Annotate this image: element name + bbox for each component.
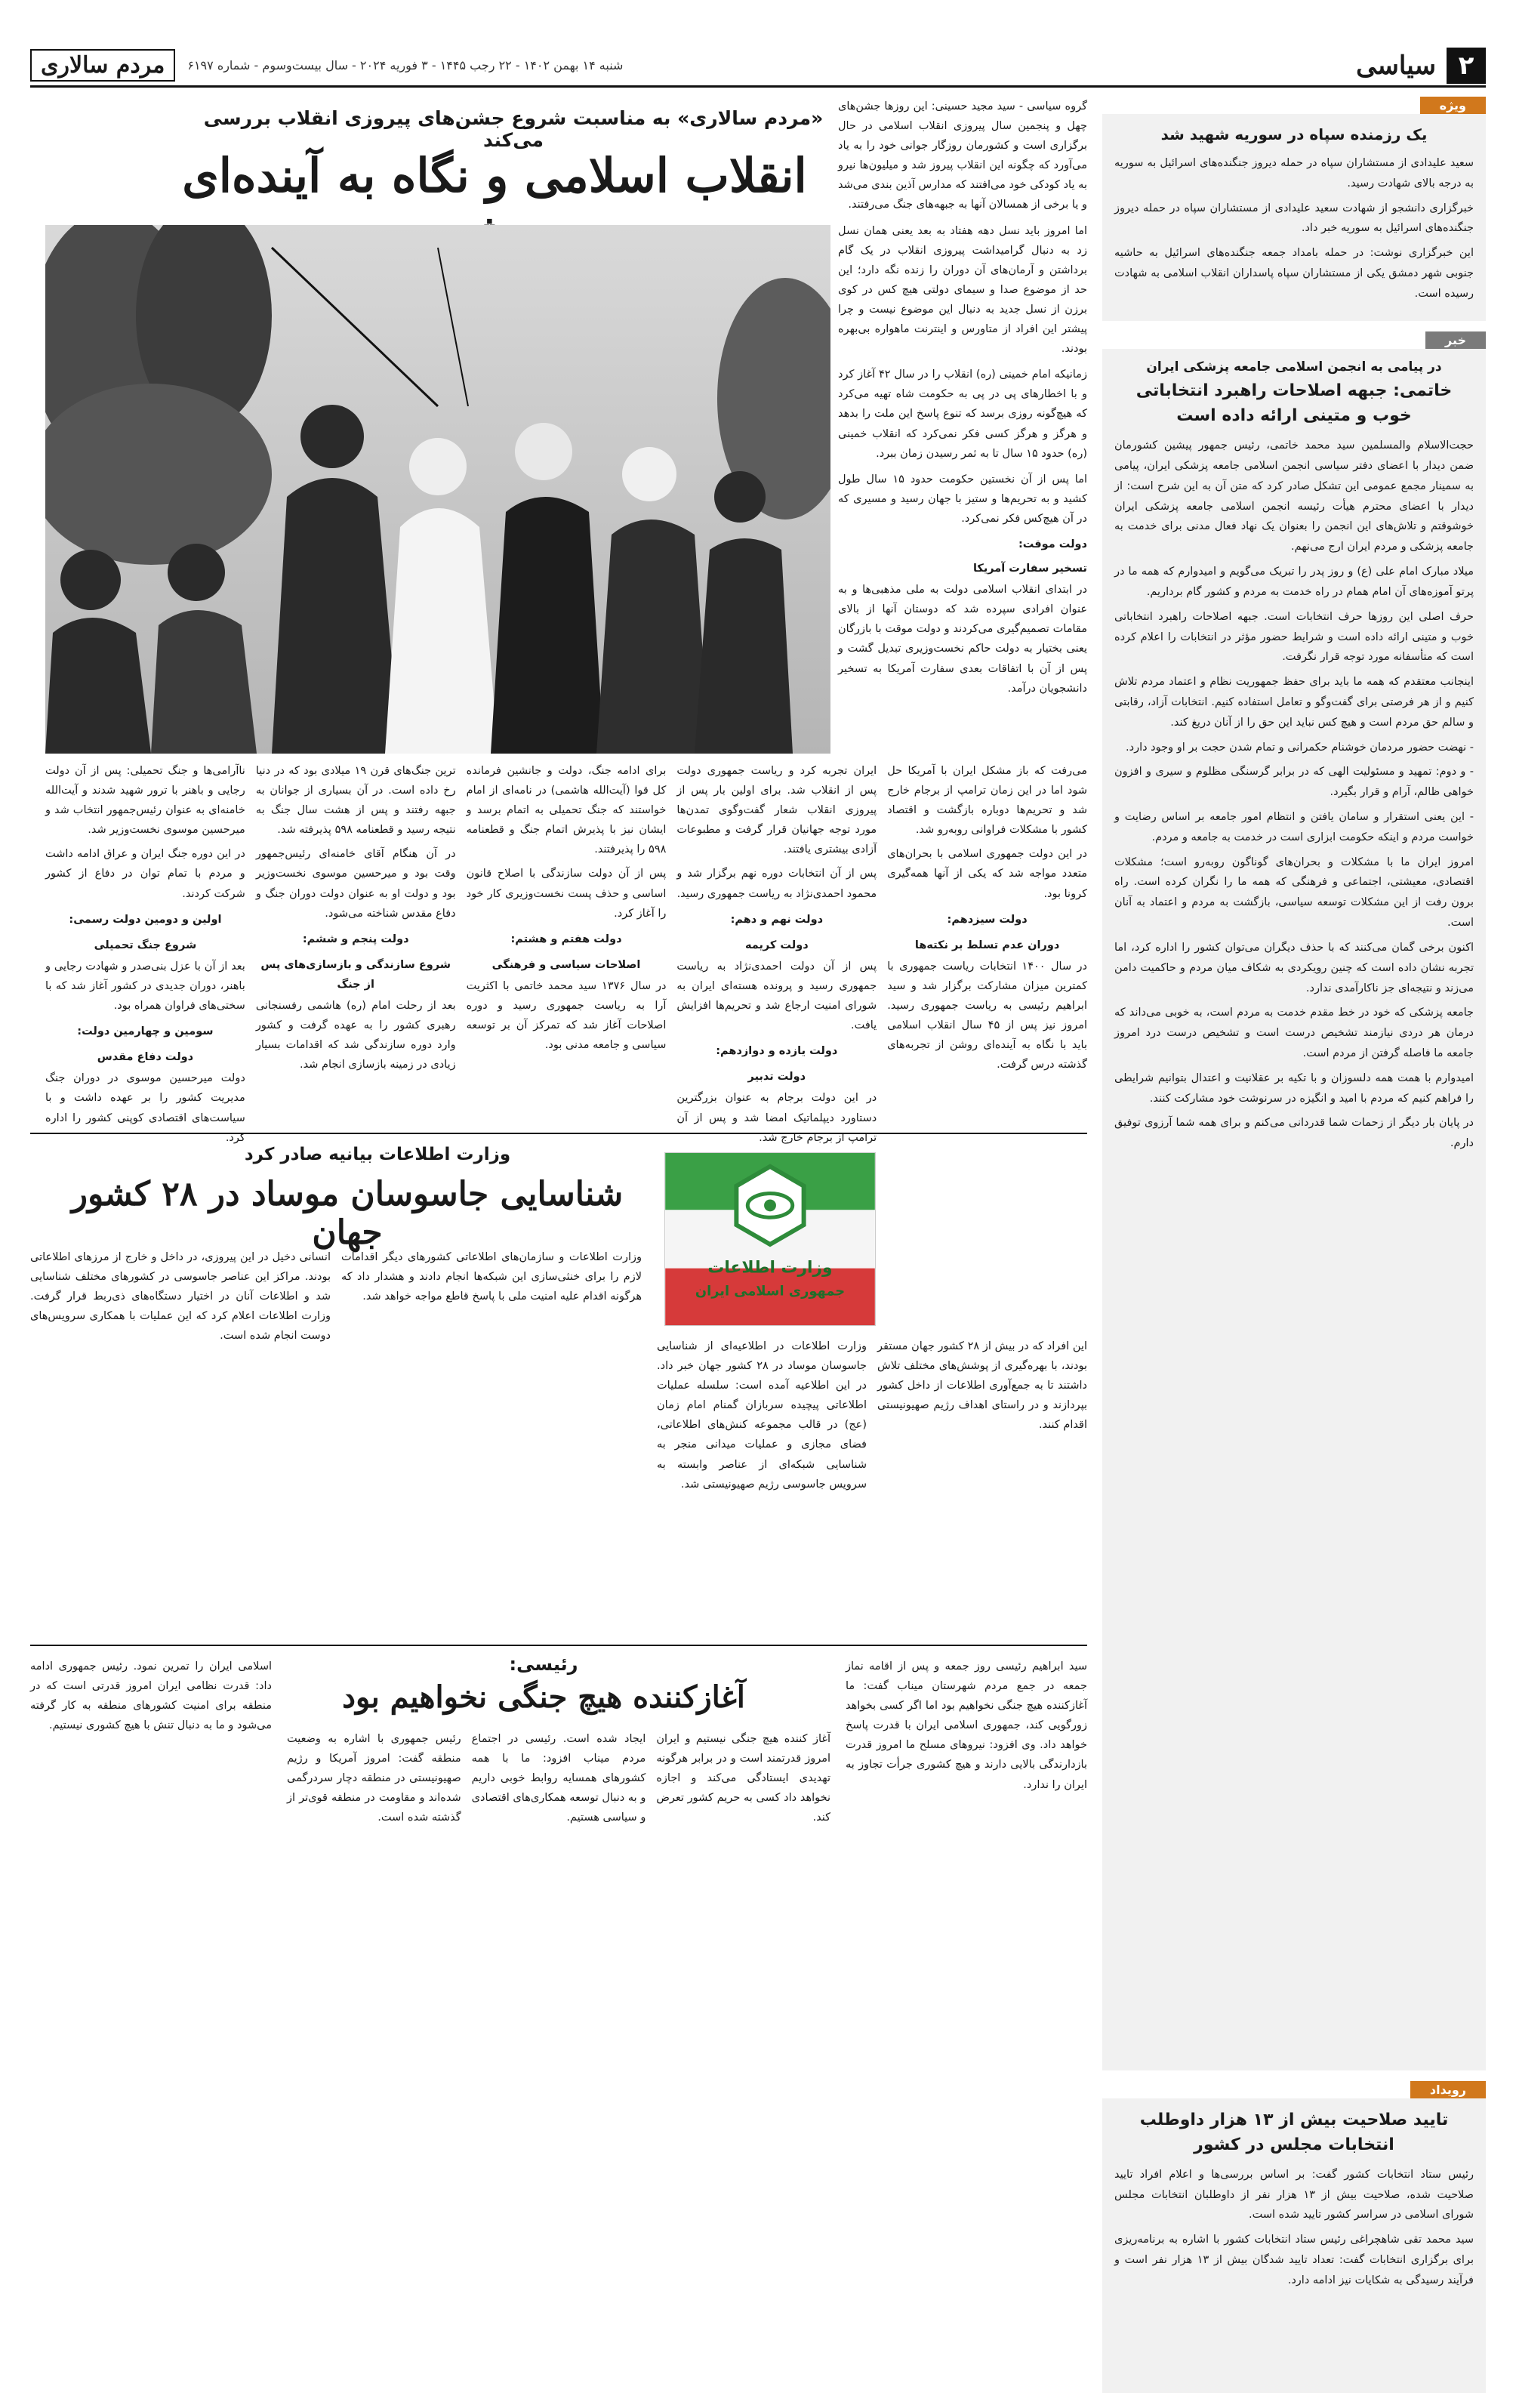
ministry-emblem-icon <box>665 1153 875 1325</box>
lead-kicker: «مردم سالاری» به مناسبت شروع جشن‌های پیروزی انقلاب بررسی می‌کند <box>203 107 824 151</box>
spy-columns-right <box>657 1337 1087 1494</box>
masthead <box>30 45 1486 88</box>
lead-col-4 <box>256 761 456 1152</box>
section-name: سیاسی <box>1356 50 1436 81</box>
brief-khatami-kicker: در پیامی به انجمن اسلامی جامعه پزشکی ایران <box>1146 359 1442 375</box>
lead-col-1-p3: در سال ۱۴۰۰ انتخابات ریاست جمهوری با کمترین میزان مشارکت برگزار شد و سید ابراهیم رئیسی به ریاست جمهوری رسید. امروز نیز پس از ۴۵ سال انقلاب اسلامی باید با نگاه به آینده‌ای روشن از تجربه‌های گذشته درس گرفت. <box>887 960 1087 1071</box>
lead-col-3-p3: در سال ۱۳۷۶ سید محمد خاتمی با اکثریت آرا به ریاست جمهوری رسید و دوره اصلاحات آغاز شد که تمرکز آن بر توسعه سیاسی و جامعه مدنی بود. <box>466 979 667 1052</box>
lead-col-5-sub3: سومین و چهارمین دولت: <box>77 1025 214 1038</box>
spy-col-3: این افراد که در بیش از ۲۸ کشور جهان مستقر بودند، با بهره‌گیری از پوشش‌های مختلف تلاش داشتند تا به جمع‌آوری اطلاعات از داخل کشور بپردازند و در راستای اهداف رژیم صهیونیستی اقدام کنند. <box>877 1340 1087 1432</box>
lead-col-1-p1: می‌رفت که باز مشکل ایران با آمریکا حل شود اما در این زمان ترامپ از برجام خارج شد و تحریم‌ها دوباره بازگشت و اقتصاد کشور با مشکلات فراوانی روبه‌رو شد. <box>887 765 1087 837</box>
raisi-left-column: اسلامی ایران را تمرین نمود. رئیس جمهوری ادامه داد: قدرت نظامی ایران امروز قدرتی است که در منطقه برای امنیت کشورهای منطقه به کار گرفته می‌شود و ما به دنبال تنش با هیچ کشوری نیستیم. <box>30 1660 272 1732</box>
lead-col-4-p1: ترین جنگ‌های قرن ۱۹ میلادی بود که در دنیا رخ داده است. در آن بسیاری از جوانان به جبهه رفتند و پس از هشت سال جنگ به نتیجه رسید و قطعنامه ۵۹۸ پذیرفته شد. <box>255 765 456 837</box>
lead-columns <box>45 761 1087 1152</box>
brief-khatami-p3: حرف اصلی این روزها حرف انتخابات است. جبهه اصلاحات راهبرد انتخاباتی خوب و متینی ارائه داده است و شرایط حضور مؤثر در انتخابات را اعلام کرده است که متأسفانه مورد توجه قرار نگرفت. <box>1114 610 1474 664</box>
brief-khatami-p6: - و دوم: تمهید و مسئولیت الهی که در برابر گرسنگی مظلوم و سیری و افزون خواهی ظالم، آرام و قرار بگیرد. <box>1114 766 1474 799</box>
brief-khatami-p12: در پایان بار دیگر از زحمات شما قدردانی می‌کنم و برای همه شما آرزوی توفیق دارم. <box>1114 1117 1474 1150</box>
lead-intro-p2: اما امروز باید نسل دهه هفتاد به بعد یعنی همان نسل زد به دنبال گرامیداشت پیروزی انقلاب در یک گام برداشتن و آرمان‌های آن دوران را زنده نگه دارد؛ این حد از موضوع صدا و سیمای دولتی هیچ کس در کوی برزن از نسل جدید به دنبال این موضوع نیست و چرا پیشتر این افراد از متاورس و اینترنت ماهواره بی‌بهره بودند. <box>838 224 1087 356</box>
brief-khatami-p10: جامعه پزشکی که خود در خط مقدم خدمت به مردم است، به خوبی می‌داند که درمان هر دردی نیازمند تشخیص درست است و تشخیص درست درد امروز جامعه ما فاصله گرفتن از مردم است. <box>1114 1007 1474 1059</box>
lead-intro-p5: در ابتدای انقلاب اسلامی دولت به ملی مذهبی‌ها و به عنوان افرادی سپرده شد که دوستان آنها از بالای مقامات تصمیم‌گیری می‌کردند و دولت موقت با بازرگان یعنی بختیار به دولت حاکم نخست‌وزیری تبدیل گشت و پس از آن با اتفاقات بعدی سفارت آمریکا به تسخیر دانشجویان درآمد. <box>838 584 1087 695</box>
lead-col-3-sub: دولت هفتم و هشتم: <box>510 933 622 945</box>
paper-logo: مردم سالاری <box>30 49 175 82</box>
lead-col-2-p2: پس از آن انتخابات دوره نهم برگزار شد و محمود احمدی‌نژاد به ریاست جمهوری رسید. <box>676 868 877 900</box>
brief-khatami-p4: اینجانب معتقدم که همه ما باید برای حفظ جمهوریت نظام و اعتماد مردم تلاش کنیم و از هر فرصتی برای گفت‌وگو و تعامل استفاده کنیم. انتخابات آزاد، رقابتی و سالم حق مردم است و هیچ کس نباید این حق را از آنان دریغ کند. <box>1114 676 1474 729</box>
lead-col-3-sub-title: اصلاحات سیاسی و فرهنگی <box>491 958 641 971</box>
lead-intro-p1: گروه سیاسی - سید مجید حسینی: این روزها جشن‌های چهل و پنجمین سال پیروزی انقلاب اسلامی در حال برگزاری است و کشورمان روزگار جوانی خود را به یاد می‌آورد که چگونه این انقلاب پیروز شد و میلیون‌ها نیرو به یاد کودکی خود می‌افتند که مدارس آذین بندی می‌شد و یا برخی از همسالان آنها به جبهه‌های جنگ می‌رفتند. <box>838 100 1087 211</box>
raisi-columns <box>287 1729 830 1827</box>
label-news <box>1102 331 1486 349</box>
lead-col-5-p2: در این دوره جنگ ایران و عراق ادامه داشت و مردم با تمام توان در دفاع از کشور شرکت کردند. <box>45 848 245 900</box>
lead-col-5 <box>45 761 245 1152</box>
spy-columns-left <box>30 1247 642 1346</box>
label-event-text: رویداد <box>1410 2081 1486 2098</box>
brief-martyr-p3: این خبرگزاری نوشت: در حمله بامداد جمعه جنگنده‌های اسرائیل به حاشیه جنوبی شهر دمشق یکی از مستشاران سپاه پاسداران انقلاب اسلامی به شهادت رسیده است. <box>1114 247 1474 300</box>
brief-election-p1: رئیس ستاد انتخابات کشور گفت: بر اساس بررسی‌ها و اعلام افراد تایید صلاحیت شده، صلاحیت بیش از ۱۳ هزار نفر از داوطلبان انتخابات مجلس شورای اسلامی در سراسر کشور تایید شده است. <box>1114 2168 1474 2221</box>
spy-col-1: وزارت اطلاعات و سازمان‌های اطلاعاتی کشورهای دیگر اقدامات لازم را برای خنثی‌سازی این شبکه‌ها انجام دادند و هشدار داد که هرگونه اقدام علیه امنیت ملی با پاسخ قاطع مواجه خواهد شد. <box>341 1251 642 1303</box>
news-briefs-column <box>1102 97 1486 2378</box>
brief-khatami-p11: امیدوارم با همت همه دلسوزان و با تکیه بر عقلانیت و اعتدال بتوانیم شرایطی را فراهم کنیم که مردم با امید و انگیزه در سرنوشت خود مشارکت کنند. <box>1114 1071 1474 1105</box>
lead-headline: انقلاب اسلامی و نگاه به آینده‌ای <box>182 148 807 203</box>
lead-intro-sub-title: تسخیر سفارت آمریکا <box>972 563 1087 575</box>
lead-col-1-sub: دولت سیزدهم: <box>947 913 1028 926</box>
lead-photo-image <box>45 225 830 754</box>
label-special-text: ویژه <box>1420 97 1486 114</box>
brief-khatami-p2: میلاد مبارک امام علی (ع) و روز پدر را تبریک می‌گویم و امیدوارم که همه ما در پرتو آموزه‌های آن امام همام در راه خدمت به مردم و کشور گام برداریم. <box>1114 566 1474 598</box>
logo-line-1: وزارت اطلاعات <box>707 1258 833 1278</box>
lead-col-1-sub-title: دوران عدم تسلط بر نکته‌ها <box>914 939 1060 951</box>
lead-col-5-p3: بعد از آن با عزل بنی‌صدر و شهادت رجایی و باهنر، دوران جدیدی در کشور آغاز شد که با سختی‌های فراوان همراه بود. <box>45 960 245 1013</box>
lead-col-5-sub: اولین و دومین دولت رسمی: <box>69 913 222 926</box>
lead-col-2-p1: ایران تجربه کرد و ریاست جمهوری دولت پس از انقلاب شد. برای اولین بار پس از پیروزی انقلاب شعار گفت‌وگوی تمدن‌ها مورد توجه جهانیان قرار گرفت و مطبوعات آزادی بیشتری یافتند. <box>676 765 877 856</box>
spy-col-4: وزارت اطلاعات در اطلاعیه‌ای از شناسایی جاسوسان موساد در ۲۸ کشور جهان خبر داد. در این اطلاعیه آمده است: سلسله عملیات اطلاعاتی پیچیده سربازان گمنام امام زمان (عج) در قالب مجموعه کنش‌های اطلاعاتی، فضای مجازی و عملیات میدانی منجر به شناسایی شبکه‌ای از عناصر وابسته به سرویس جاسوسی رژیم صهیونیستی شد. <box>657 1340 867 1491</box>
brief-election <box>1102 2098 1486 2393</box>
raisi-headline: آغازکننده هیچ جنگی نخواهیم بود <box>342 1679 745 1715</box>
lead-col-2-p3: پس از آن دولت احمدی‌نژاد به ریاست جمهوری رسید و پرونده هسته‌ای ایران به شورای امنیت ارجاع شد و تحریم‌ها افزایش یافت. <box>676 960 877 1032</box>
brief-khatami <box>1102 349 1486 2070</box>
raisi-right-column: سید ابراهیم رئیسی روز جمعه و پس از اقامه نماز جمعه در جمع مردم شهرستان میناب گفت: ما آغازکننده هیچ جنگی نخواهیم بود اما اگر کسی بخواهد زورگویی کند، جمهوری اسلامی ایران با قدرت پاسخ خواهد داد. وی افزود: نیروهای مسلح ما امروز قدرت بازدارندگی بالایی دارند و هیچ کشوری جرأت تجاوز به ایران را ندارد. <box>846 1660 1087 1791</box>
lead-intro-p4: اما پس از آن نخستین حکومت حدود ۱۵ سال طول کشید و به تحریم‌ها و ستیز با جهان رسید و مسیری که در آن هیچ‌کس فکر نمی‌کرد. <box>838 473 1088 525</box>
lead-col-3 <box>467 761 667 1152</box>
masthead-info <box>30 49 623 82</box>
masthead-section <box>1356 48 1486 84</box>
label-news-text: خبر <box>1425 331 1486 349</box>
raisi-col-1: آغاز کنند‌ه هیچ جنگی نیستیم و ایران امروز قدرتمند است و در برابر هرگونه تهدیدی ایستادگی می‌کند و اجازه نخواهد داد کسی به حریم کشور تعرض کند. <box>656 1733 830 1824</box>
lead-col-3-p2: پس از آن دولت سازندگی با اصلاح قانون اساسی و حذف پست نخست‌وزیری کار خود را آغاز کرد. <box>466 868 667 920</box>
brief-martyr <box>1102 114 1486 321</box>
lead-col-5-p1: ناآرامی‌ها و جنگ تحمیلی: پس از آن دولت رجایی و باهنر با ترور شهید شدند و آیت‌الله خامنه‌ای به عنوان رئیس‌جمهور انتخاب شد و میرحسین موسوی نخست‌وزیر شد. <box>45 765 245 837</box>
spy-col-2: انسانی دخیل در این پیروزی، در داخل و خارج از مرزهای اطلاعاتی بودند. مراکز این عناصر جاسوسی در کشورهای مختلف شناسایی شد و اطلاعات آنان در اختیار دستگاه‌های ذی‌ربط قرار گرفت. وزارت اطلاعات اعلام کرد که این عملیات با همکاری سرویس‌های دوست انجام شده است. <box>30 1251 331 1343</box>
lead-col-2-sub: دولت نهم و دهم: <box>730 913 824 926</box>
lead-col-4-sub: دولت پنجم و ششم: <box>302 933 409 945</box>
dateline: شنبه ۱۴ بهمن ۱۴۰۲ - ۲۲ رجب ۱۴۴۵ - ۳ فوریه ۲۰۲۴ - سال بیست‌وسوم - شماره ۶۱۹۷ <box>187 58 624 72</box>
brief-khatami-title: خاتمی: جبهه اصلاحات راهبرد انتخاباتی خوب و متینی ارائه داده است <box>1135 381 1453 426</box>
lead-col-5-sub-title: شروع جنگ تحمیلی <box>94 939 197 951</box>
lead-intro-p3: زمانیکه امام خمینی (ره) انقلاب را در سال ۴۲ آغاز کرد و با اخطارهای پی در پی به حکومت شاه تهیه می‌کرد که هیچ‌گونه روزی برسد که تنوع پاسخ این ملت را بدهد و هرگز و هرگز کسی فکر نمی‌کرد که انقلاب خمینی (ره) حدود ۱۵ سال تا به ثمر رسیدن زمان ببرد. <box>838 368 1087 460</box>
logo-line-2: جمهوری اسلامی ایران <box>695 1283 846 1300</box>
lead-col-4-p3: بعد از رحلت امام (ره) هاشمی رفسنجانی رهبری کشور را به عهده گرفت و کشور وارد دوره سازندگی شد که اقدامات بسیار زیادی در زمینه بازسازی انجام شد. <box>255 1000 456 1071</box>
spy-story <box>30 1133 1087 1631</box>
lead-intro-column <box>838 97 1087 705</box>
brief-election-p2: سید محمد تقی شاهچراغی رئیس ستاد انتخابات کشور با اشاره به برنامه‌ریزی برای برگزاری انتخابات گفت: تعداد تایید شدگان بیش از ۱۳ هزار نفر است و فرآیند رسیدگی به شکایات نیز ادامه دارد. <box>1114 2234 1474 2286</box>
page-number: ۲ <box>1447 48 1486 84</box>
lead-col-3-p1: برای ادامه جنگ، دولت و جانشین فرمانده کل قوا (آیت‌الله هاشمی) در نامه‌ای از امام خواستند که جنگ تحمیلی به اتمام برسد و ایشان نیز با پذیرش اتمام جنگ و قطعنامه ۵۹۸ را پذیرفتند. <box>466 765 667 856</box>
spy-kicker: وزارت اطلاعات بیانیه صادر کرد <box>244 1145 511 1164</box>
lead-col-2 <box>676 761 877 1152</box>
brief-martyr-p1: سعید علیدادی از مستشاران سپاه در حمله دیروز جنگنده‌های اسرائیل به سوریه به درجه بالای شهادت رسید. <box>1114 157 1474 190</box>
brief-khatami-p8: امروز ایران ما با مشکلات و بحران‌های گوناگون روبه‌رو است؛ مشکلات اقتصادی، معیشتی، اجتماعی و فرهنگی که همه ما را نگران کرده است. راه برون رفت از این مشکلات توسعه سیاسی، بازگشت به مردم و اعتماد به آنان است. <box>1114 856 1474 930</box>
lead-col-2-p4: در این دولت برجام به عنوان بزرگترین دستاورد دیپلماتیک امضا شد و پس از آن ترامپ از برجام خارج شد. <box>676 1092 877 1144</box>
lead-col-2-sub3: دولت یازده و دوازدهم: <box>716 1045 838 1058</box>
lead-photo <box>45 225 830 754</box>
brief-martyr-p2: خبرگزاری دانشجو از شهادت سعید علیدادی از مستشاران سپاه در حمله دیروز جنگنده‌های اسرائیل به سوریه خبر داد. <box>1114 202 1474 235</box>
brief-martyr-title: یک رزمنده سپاه در سوریه شهید شد <box>1160 125 1428 143</box>
label-event <box>1102 2081 1486 2098</box>
raisi-story <box>30 1645 1087 2378</box>
lead-col-1 <box>887 761 1087 1152</box>
brief-khatami-p9: اکنون برخی گمان می‌کنند که با حذف دیگران می‌توان کشور را اداره کرد، اما تجربه نشان داده است که چنین رویکردی به شکاف میان مردم و حاکمیت دامن می‌زند و نتیجه‌ای جز ناکارآمدی ندارد. <box>1114 941 1474 994</box>
lead-col-1-p2: در این دولت جمهوری اسلامی با بحران‌های متعدد مواجه شد که یکی از آنها همه‌گیری کرونا بود. <box>887 848 1087 900</box>
raisi-col-2: ایجاد شده است. رئیسی در اجتماع مردم میناب افزود: ما با همه کشورهای همسایه روابط خوبی داریم و به دنبال توسعه همکاری‌های اقتصادی و سیاسی هستیم. <box>471 1733 646 1824</box>
lead-col-2-sub-title: دولت کریمه <box>744 939 809 951</box>
brief-election-title: تایید صلاحیت بیش از ۱۳ هزار داوطلب انتخابات مجلس در کشور <box>1139 2110 1449 2154</box>
raisi-col-3: رئیس جمهوری با اشاره به وضعیت منطقه گفت: امروز آمریکا و رژیم صهیونیستی در منطقه دچار سردرگمی شده‌اند و مقاومت در منطقه قوی‌تر از گذشته شده است. <box>286 1733 461 1824</box>
brief-khatami-p5: - نهضت حضور مردمان خوشنام حکمرانی و تمام شدن حجت بر او وجود دارد. <box>1126 741 1474 754</box>
lead-col-5-sub3-title: دولت دفاع مقدس <box>97 1051 194 1064</box>
lead-intro-sub: دولت موقت: <box>1018 538 1087 550</box>
label-special <box>1102 97 1486 114</box>
lead-col-4-sub-title: شروع سازندگی و بازسازی‌های پس از جنگ <box>260 958 451 991</box>
spy-headline: شناسایی جاسوسان موساد در ۲۸ کشور جهان <box>71 1175 624 1252</box>
brief-khatami-p1: حجت‌الاسلام والمسلمین سید محمد خاتمی، رئیس جمهور پیشین کشورمان ضمن دیدار با اعضای دفتر سیاسی انجمن اسلامی جامعه پزشکی ایران، پیامی به سمینار مجمع عمومی این تشکل صادر کرد که متن آن به این شرح است: از دیدار با اعضای محترم هیأت رئیسه انجمن اسلامی جامعه پزشکی ایران خوشوقتم و تلاش‌های این انجمن را بعنوان یک نهاد فعال مدنی برای خدمت به جامعه پزشکی و مردم ایران ارج می‌نهم. <box>1114 439 1474 553</box>
brief-khatami-p7: - این یعنی استقرار و سامان یافتن و انتظام امور جامعه بر اساس رضایت و خواست مردم و اینکه حکومت ابزاری است در خدمت به جامعه و مردم. <box>1114 811 1474 843</box>
ministry-logo <box>664 1152 876 1326</box>
lead-col-4-p2: در آن هنگام آقای خامنه‌ای رئیس‌جمهور وقت بود و میرحسین موسوی نخست‌وزیر بود و دولت او به عنوان دولت دوران جنگ و دفاع مقدس شناخته می‌شود. <box>255 848 456 920</box>
raisi-kicker: رئیسی: <box>509 1654 578 1675</box>
lead-col-5-p4: دولت میرحسین موسوی در دوران جنگ مدیریت کشور را بر عهده داشت و با سیاست‌های اقتصادی کوپنی کشور را اداره کرد. <box>45 1072 245 1144</box>
lead-col-2-sub3-title: دولت تدبیر <box>747 1071 806 1084</box>
